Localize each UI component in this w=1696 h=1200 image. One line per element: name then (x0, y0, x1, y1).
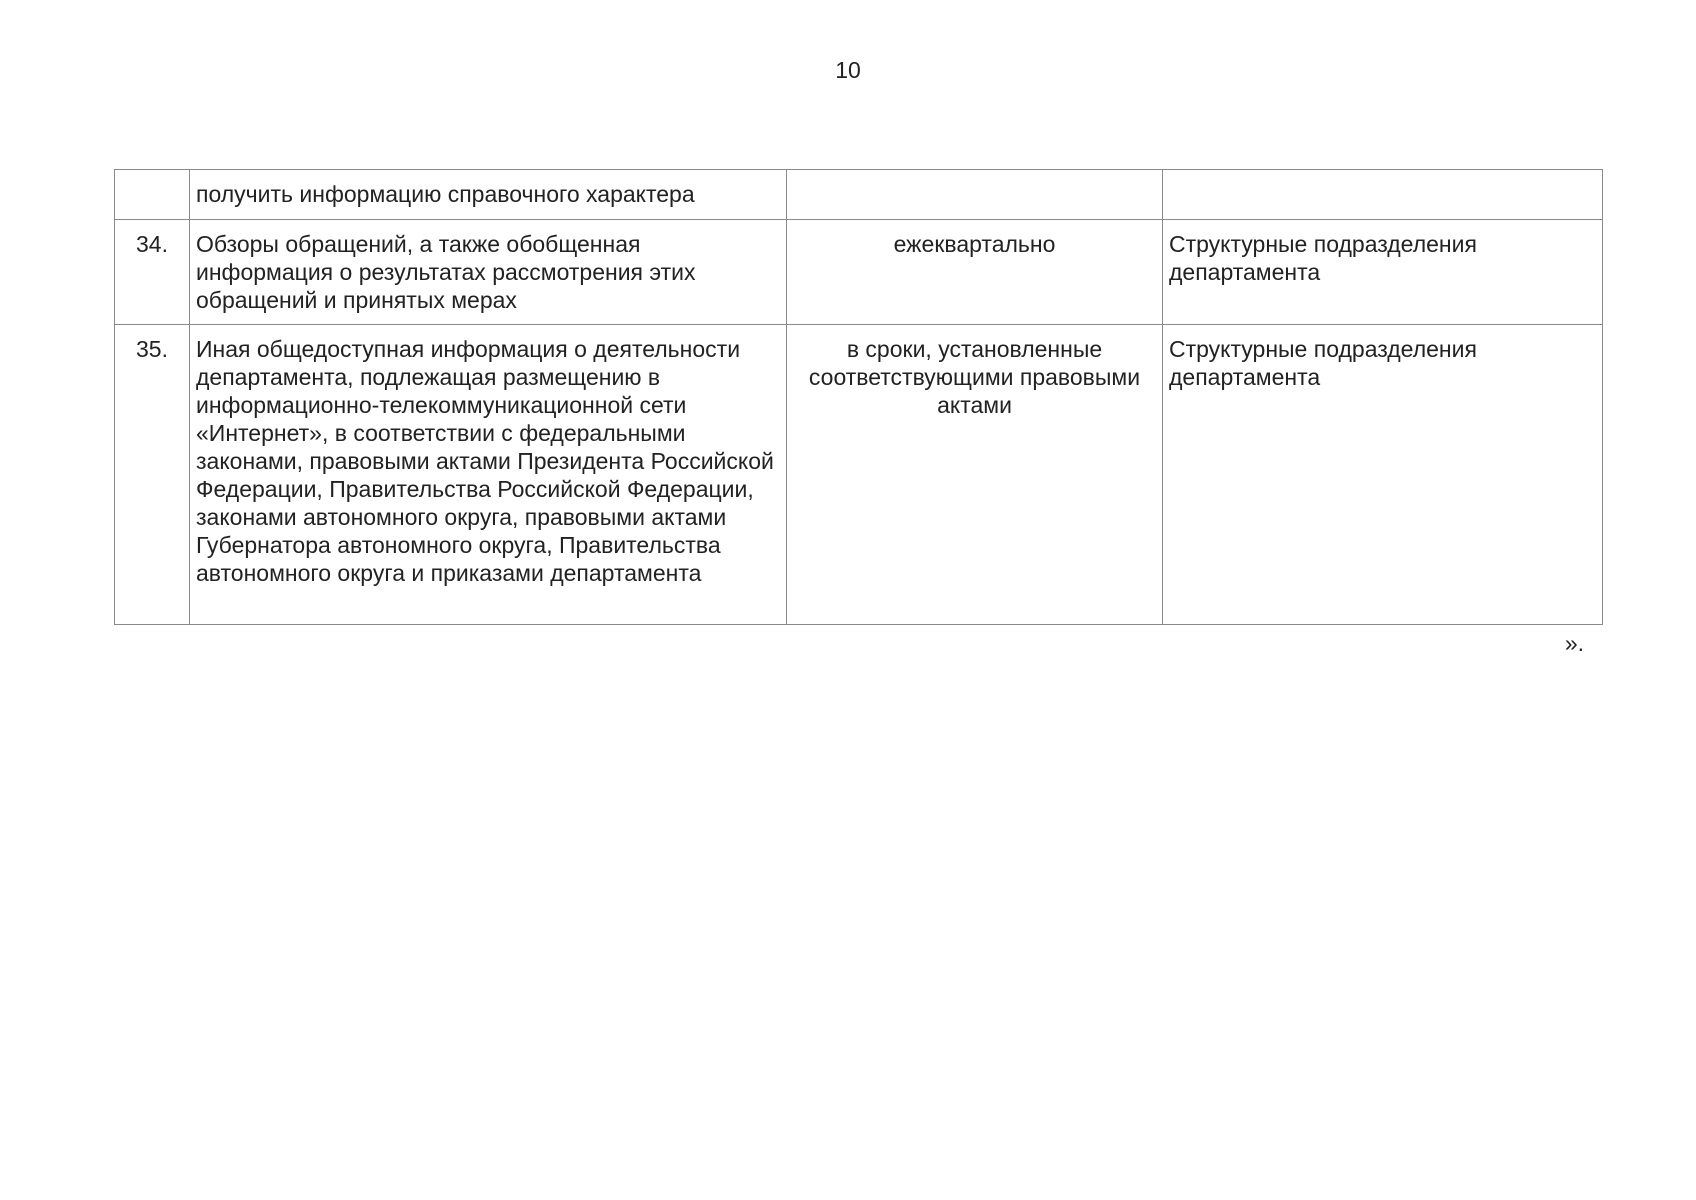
table-row (115, 325, 1603, 625)
responsible-cell: Структурные подразделения департамента (1163, 220, 1603, 325)
info-cell: Обзоры обращений, а также обобщенная информация о результатах рассмотрения этих обращений и принятых мерах (190, 220, 787, 325)
info-cell: получить информацию справочного характера (190, 170, 787, 220)
info-cell: Иная общедоступная информация о деятельности департамента, подлежащая размещению в информационно-телекоммуникационной сети «Интернет», в соответствии с федеральными законами, правовыми актами Президента Российской Федерации, Правительства Российской Федерации, законами автономного округа, правовыми актами Губернатора автономного округа, Правительства автономного округа и приказами департамента (190, 325, 787, 625)
page-number: 10 (835, 57, 861, 83)
info-table (114, 169, 1603, 625)
row-number-cell: 34. (115, 220, 190, 325)
period-cell (787, 170, 1163, 220)
row-number-cell (115, 170, 190, 220)
period-cell: ежеквартально (787, 220, 1163, 325)
table-row (115, 220, 1603, 325)
closing-quote: ». (1564, 630, 1584, 656)
table-row (115, 170, 1603, 220)
responsible-cell (1163, 170, 1603, 220)
period-cell: в сроки, установленные соответствующими правовыми актами (787, 325, 1163, 625)
row-number-cell: 35. (115, 325, 190, 625)
responsible-cell: Структурные подразделения департамента (1163, 325, 1603, 625)
